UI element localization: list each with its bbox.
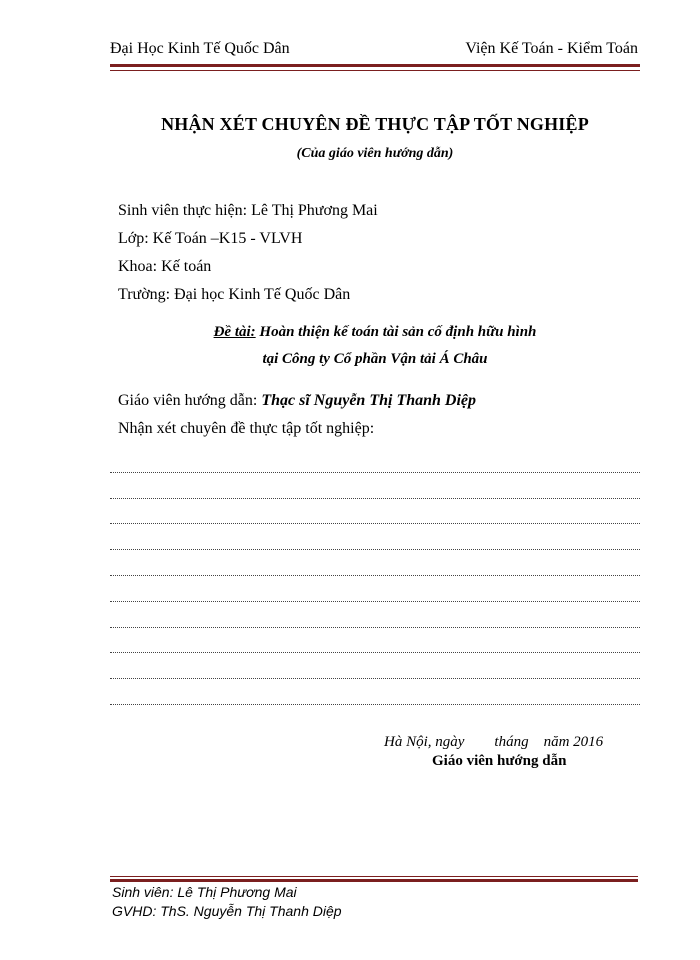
footer-student: Sinh viên: Lê Thị Phương Mai	[112, 884, 297, 900]
topic-line-1	[110, 324, 640, 341]
supervisor-label: Giáo viên hướng dẫn:	[118, 392, 262, 409]
comment-label: Nhận xét chuyên đề thực tập tốt nghiệp:	[118, 420, 375, 437]
student-school: Trường: Đại học Kinh Tế Quốc Dân	[118, 286, 351, 303]
comment-line	[110, 523, 640, 524]
supervisor-line	[118, 392, 476, 410]
supervisor-name: Thạc sĩ Nguyễn Thị Thanh Diệp	[261, 392, 477, 409]
student-class: Lớp: Kế Toán –K15 - VLVH	[118, 230, 303, 247]
topic-text-1: Hoàn thiện kế toán tài sản cố định hữu hình	[255, 324, 537, 340]
footer-advisor: GVHD: ThS. Nguyễn Thị Thanh Diệp	[112, 903, 342, 919]
comment-line	[110, 472, 640, 473]
comment-line	[110, 601, 640, 602]
header-institute: Viện Kế Toán - Kiểm Toán	[465, 40, 638, 57]
header-university: Đại Học Kinh Tế Quốc Dân	[110, 40, 290, 57]
comment-line	[110, 575, 640, 576]
comment-line	[110, 549, 640, 550]
comment-line	[110, 678, 640, 679]
page-title: NHẬN XÉT CHUYÊN ĐỀ THỰC TẬP TỐT NGHIỆP	[161, 114, 589, 134]
footer-divider	[110, 876, 638, 882]
header-divider	[110, 64, 640, 71]
comment-line	[110, 498, 640, 499]
page-subtitle: (Của giáo viên hướng dẫn)	[296, 146, 454, 161]
topic-label: Đề tài:	[213, 324, 256, 340]
comment-line	[110, 627, 640, 628]
signature-date: Hà Nội, ngày tháng năm 2016	[384, 734, 604, 750]
student-faculty: Khoa: Kế toán	[118, 258, 212, 275]
comment-line	[110, 704, 640, 705]
signature-role: Giáo viên hướng dẫn	[432, 753, 567, 769]
topic-line-2: tại Công ty Cổ phần Vận tải Á Châu	[262, 351, 488, 367]
comment-line	[110, 652, 640, 653]
student-name: Sinh viên thực hiện: Lê Thị Phương Mai	[118, 202, 378, 219]
